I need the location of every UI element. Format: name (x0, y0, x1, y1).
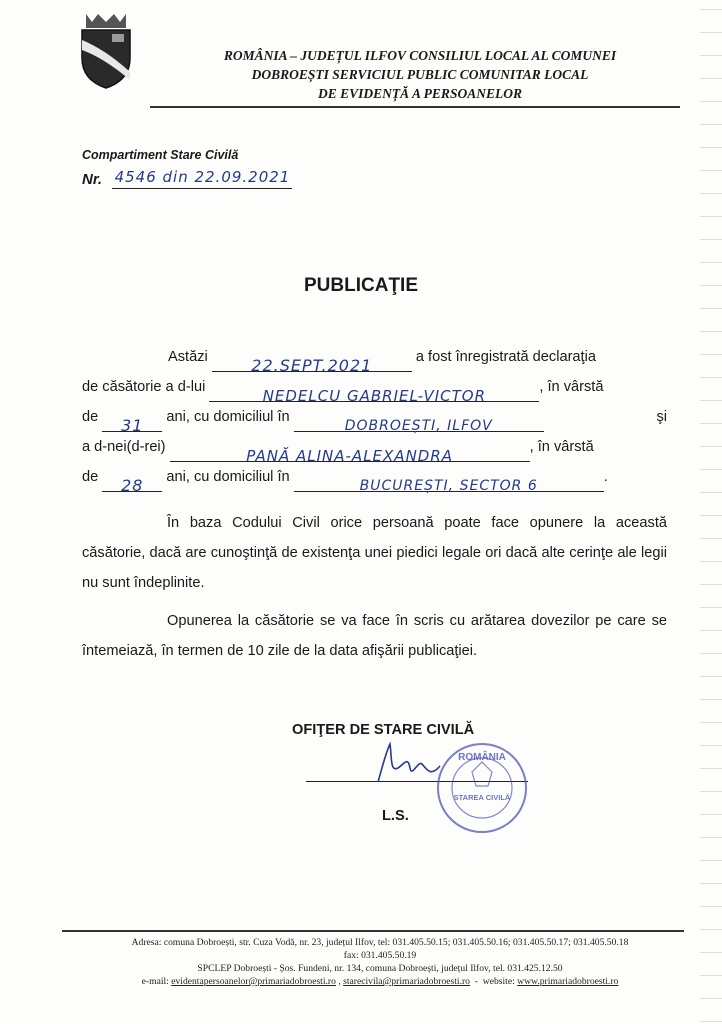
footer-rule (62, 930, 684, 932)
header-line-3: DE EVIDENȚĂ A PERSOANELOR (318, 86, 522, 101)
officer-title: OFIŢER DE STARE CIVILĂ (292, 722, 475, 738)
nr-value: 4546 din 22.09.2021 (112, 168, 292, 189)
coat-of-arms-icon (76, 10, 136, 90)
groom-address: DOBROEȘTI, ILFOV (294, 411, 544, 432)
groom-name: NEDELCU GABRIEL-VICTOR (209, 381, 539, 402)
declaration-body (82, 342, 667, 495)
text-de-2: de (82, 469, 99, 485)
scan-edge (700, 0, 722, 1024)
paragraph-opposition-right: În baza Codului Civil orice persoană poate face opunere la această căsătorie, dacă are cunoştinţă de existenţa unei piedici legale ori dacă alte cerinţe ale legii nu sunt îndeplinite. (82, 515, 667, 591)
text-period: . (603, 469, 608, 485)
reference-number (82, 168, 292, 189)
groom-age: 31 (102, 411, 162, 432)
footer-website[interactable]: www.primariadobroesti.ro (517, 976, 619, 987)
text-astazi: Astăzi (168, 349, 208, 365)
stamp-top-text: ROMÂNIA (458, 752, 506, 763)
footer (60, 936, 700, 988)
text-registered: a fost înregistrată declaraţia (415, 349, 596, 365)
text-residence-2: ani, cu domiciliul în (166, 469, 290, 485)
footer-email-label: e-mail: (141, 976, 169, 987)
text-age-2: , în vârstă (529, 439, 594, 455)
text-residence-1: ani, cu domiciliul în (166, 409, 290, 425)
footer-website-label: website: (482, 976, 515, 987)
text-de-1: de (82, 409, 99, 425)
footer-fax: fax: 031.405.50.19 (343, 950, 417, 961)
header-line-1: ROMÂNIA – JUDEȚUL ILFOV CONSILIUL LOCAL AL COMUNEI (223, 48, 617, 63)
registration-date: 22.SEPT.2021 (212, 351, 412, 372)
bride-age: 28 (102, 471, 162, 492)
text-age-1: , în vârstă (539, 379, 604, 395)
nr-label: Nr. (82, 171, 103, 188)
bride-address: BUCUREȘTI, SECTOR 6 (294, 471, 604, 492)
footer-email-evidenta[interactable]: evidentapersoanelor@primariadobroesti.ro (171, 976, 336, 987)
stamp-center-text: STAREA CIVILĂ (453, 793, 511, 802)
footer-contact: e-mail: evidentapersoanelor@primariadobroesti.ro , starecivila@primariadobroesti.ro - website: www.primariadobroesti.ro (141, 976, 619, 987)
official-stamp-icon (432, 738, 532, 838)
document-title: PUBLICAŢIE (304, 275, 418, 296)
text-and: şi (656, 409, 667, 425)
header-rule (150, 106, 680, 108)
bride-name: PANĂ ALINA-ALEXANDRA (170, 441, 530, 462)
header-line-2: DOBROEȘTI SERVICIUL PUBLIC COMUNITAR LOCAL (251, 67, 589, 82)
footer-spclep: SPCLEP Dobroești - Șos. Fundeni, nr. 134, comuna Dobroești, județul Ilfov, tel. 031.425.12.50 (197, 963, 563, 974)
ls-label: L.S. (382, 808, 409, 824)
department-label: Compartiment Stare Civilă (82, 148, 239, 162)
paragraph-opposition-terms: Opunerea la căsătorie se va face în scris cu arătarea dovezilor pe care se întemeiază, în termen de 10 zile de la data afişării publicaţiei. (82, 613, 667, 659)
text-groom-intro: de căsătorie a d-lui (82, 379, 206, 395)
text-bride-intro: a d-nei(d-rei) (82, 439, 166, 455)
footer-address: Adresa: comuna Dobroești, str. Cuza Vodă, nr. 23, județul Ilfov, tel: 031.405.50.15; 031.405.50.16; 031.405.50.17; 031.405.50.18 (131, 937, 629, 948)
footer-email-starecivila[interactable]: starecivila@primariadobroesti.ro (343, 976, 470, 987)
